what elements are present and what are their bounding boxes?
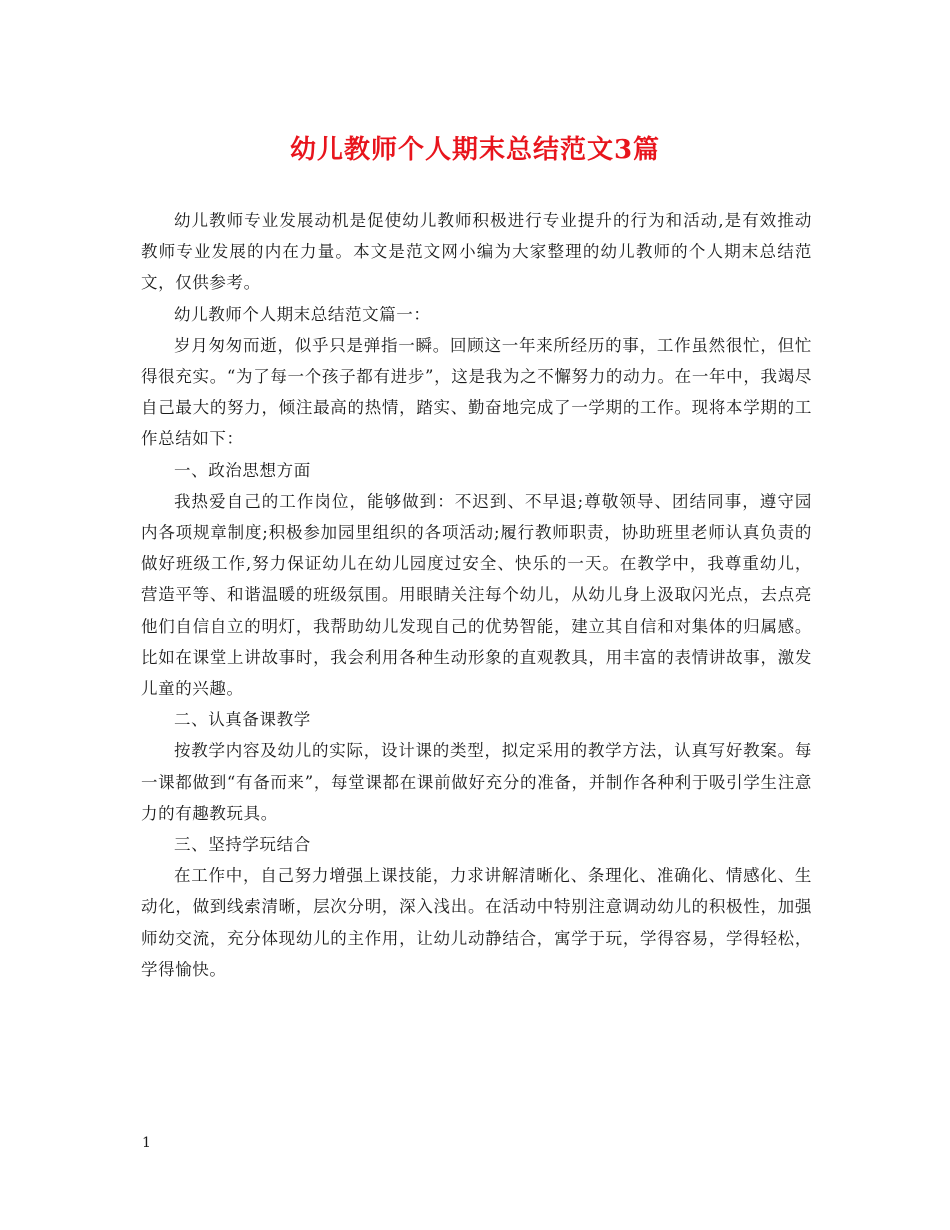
- section-heading-politics: 一、政治思想方面: [174, 460, 311, 480]
- body-paragraph: 岁月匆匆而逝，似乎只是弹指一瞬。回顾这一年来所经历的事，工作虽然很忙，但忙得很充实。“为了每一个孩子都有进步”，这是我为之不懈努力的动力。在一年中，我竭尽自己最大的努力，倾注最高的热情，踏实、勤奋地完成了一学期的工作。现将本学期的工作总结如下：: [141, 335, 812, 449]
- body-paragraph: 在工作中，自己努力增强上课技能，力求讲解清晰化、条理化、准确化、情感化、生动化，做到线索清晰，层次分明，深入浅出。在活动中特别注意调动幼儿的积极性，加强师幼交流，充分体现幼儿的主作用，让幼儿动静结合，寓学于玩，学得容易，学得轻松，学得愉快。: [141, 866, 812, 979]
- section-heading-lesson-prep: 二、认真备课教学: [174, 710, 311, 730]
- section-heading-part-one: 幼儿教师个人期末总结范文篇一：: [174, 304, 431, 324]
- intro-paragraph: 幼儿教师专业发展动机是促使幼儿教师积极进行专业提升的行为和活动,是有效推动教师专业发展的内在力量。本文是范文网小编为大家整理的幼儿教师的个人期末总结范文，仅供参考。: [141, 211, 812, 293]
- body-paragraph: 我热爱自己的工作岗位，能够做到：不迟到、不早退;尊敬领导、团结同事，遵守园内各项规章制度;积极参加园里组织的各项活动;履行教师职责，协助班里老师认真负责的做好班级工作,努力保证幼儿在幼儿园度过安全、快乐的一天。在教学中，我尊重幼儿，营造平等、和谐温暖的班级氛围。用眼睛关注每个幼儿，从幼儿身上汲取闪光点，去点亮他们自信自立的明灯，我帮助幼儿发现自己的优势智能，建立其自信和对集体的归属感。比如在课堂上讲故事时，我会利用各种生动形象的直观教具，用丰富的表情讲故事，激发儿童的兴趣。: [141, 491, 812, 699]
- document-body: [141, 205, 812, 985]
- section-heading-learn-play: 三、坚持学玩结合: [174, 835, 311, 855]
- document-title: 幼儿教师个人期末总结范文3篇: [289, 135, 661, 165]
- body-paragraph: 按教学内容及幼儿的实际，设计课的类型，拟定采用的教学方法，认真写好教案。每一课都做到“有备而来”，每堂课都在课前做好充分的准备，并制作各种利于吸引学生注意力的有趣教玩具。: [141, 741, 812, 823]
- page-number: 1: [142, 1135, 151, 1151]
